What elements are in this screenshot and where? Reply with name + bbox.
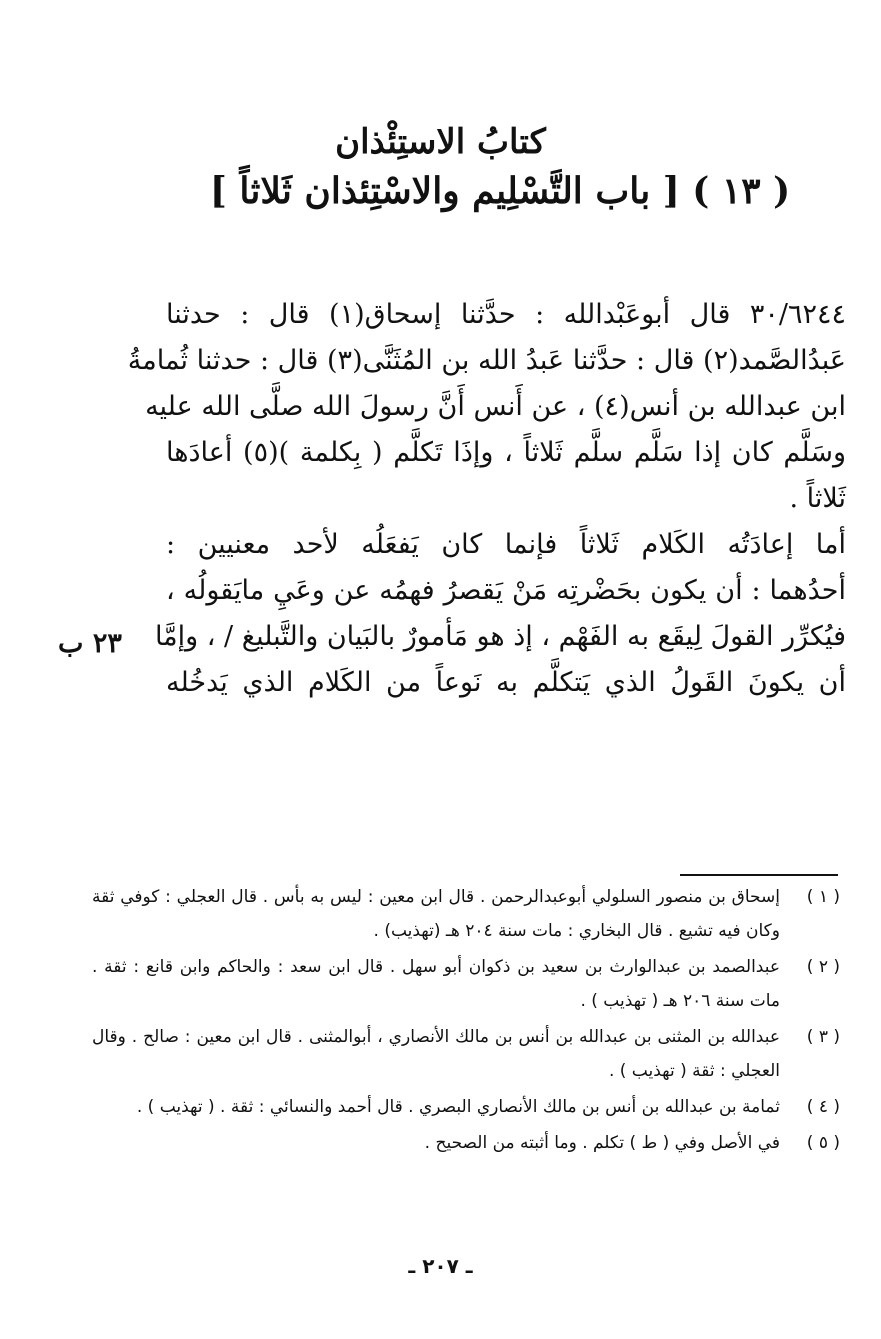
footnote-text: عبدالصمد بن عبدالوارث بن سعيد بن ذكوان أبو سهل . قال ابن سعد : والحاكم وابن قانع : ثقة . مات سنة ٢٠٦ هـ ( تهذيب ) . xyxy=(92,957,780,1011)
text-line: عَبدُالصَّمد(٢) قال : حدَّثنا عَبدُ الله بن المُثَنَّى(٣) قال : حدثنا ثُمامةُ xyxy=(127,345,846,376)
footnote xyxy=(92,1090,840,1124)
footnote xyxy=(92,950,840,1018)
text-line: ثَلاثاً . xyxy=(789,483,846,514)
footnote-number: ( ٣ ) xyxy=(806,1027,840,1047)
text-line: أحدُهما : أن يكون بحَضْرتِه مَنْ يَقصرُ فهمُه عن وعَيِ مايَقولُه ، xyxy=(166,575,846,606)
footnote xyxy=(92,1020,840,1088)
footnotes xyxy=(92,880,840,1162)
manuscript-folio-reference: ٢٣ ب xyxy=(58,628,122,659)
footnote-text: في الأصل وفي ( ط ) تكلم . وما أثبته من الصحيح . xyxy=(424,1133,780,1153)
text-line: أما إعادَتُه الكَلام ثَلاثاً فإنما كان يَفعَلُه لأحد معنيين : xyxy=(166,529,846,560)
footnote-number: ( ٢ ) xyxy=(806,957,840,977)
book-title: كتابُ الاستِئْذان xyxy=(335,122,546,162)
footnote-separator xyxy=(680,874,838,876)
footnote-text: عبدالله بن المثنى بن عبدالله بن أنس بن مالك الأنصاري ، أبوالمثنى . قال ابن معين : صالح . وقال العجلي : ثقة ( تهذيب ) . xyxy=(92,1027,780,1081)
text-line: أن يكونَ القَولُ الذي يَتكلَّم به نَوعاً من الكَلام الذي يَدخُله xyxy=(166,667,846,698)
hadith-text xyxy=(127,292,846,706)
chapter-title: ( ١٣ ) [ باب التَّسْلِيم والاسْتِئذان ثَلاثاً ] xyxy=(209,170,791,212)
footnote xyxy=(92,880,840,948)
text-line: ٣٠/٦٢٤٤ قال أبوعَبْدالله : حدَّثنا إسحاق(١) قال : حدثنا xyxy=(166,299,846,330)
footnote-number: ( ١ ) xyxy=(806,887,840,907)
footnote xyxy=(92,1126,840,1160)
footnote-number: ( ٤ ) xyxy=(806,1097,840,1117)
footnote-number: ( ٥ ) xyxy=(806,1133,840,1153)
footnote-text: إسحاق بن منصور السلولي أبوعبدالرحمن . قال ابن معين : ليس به بأس . قال العجلي : كوفي ثقة وكان فيه تشيع . قال البخاري : مات سنة ٢٠٤ هـ (تهذيب) . xyxy=(92,887,780,941)
text-line: فيُكرِّر القولَ لِيقَع به الفَهْم ، إذ هو مَأمورٌ بالبَيان والتَّبليغ / ، وإمَّا xyxy=(154,621,846,652)
text-line: ابن عبدالله بن أنس(٤) ، عن أَنس أَنَّ رسولَ الله صلَّى الله عليه xyxy=(145,391,846,422)
text-line: وسَلَّم كان إذا سَلَّم سلَّم ثَلاثاً ، وإذَا تَكلَّم ( بِكلمة )(٥) أعادَها xyxy=(166,437,846,468)
footnote-text: ثمامة بن عبدالله بن أنس بن مالك الأنصاري البصري . قال أحمد والنسائي : ثقة . ( تهذيب ) . xyxy=(136,1097,780,1117)
page-number: ـ ٢٠٧ ـ xyxy=(408,1254,473,1278)
